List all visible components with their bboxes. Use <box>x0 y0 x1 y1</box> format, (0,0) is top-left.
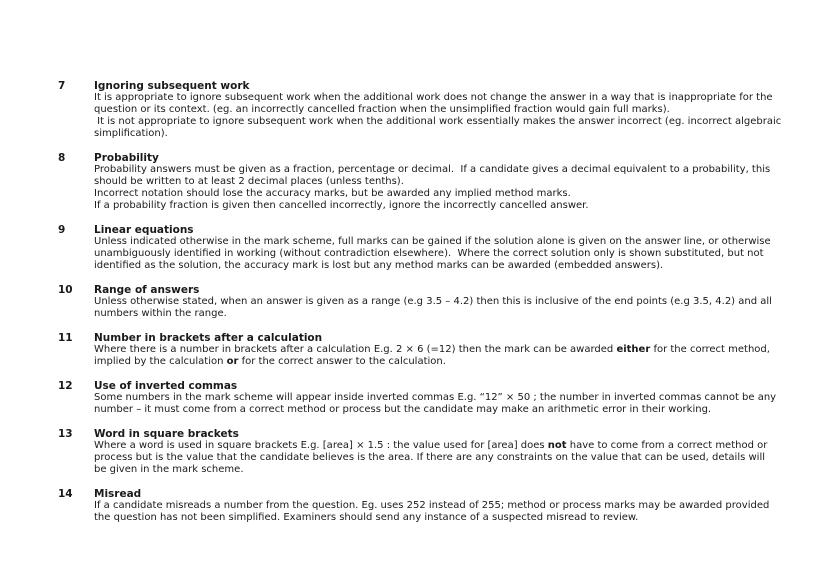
rule-line <box>94 344 774 356</box>
rule-number: 8 <box>58 152 66 164</box>
rule-text: implied by the calculation <box>94 356 227 367</box>
rule-line: the question has not been simplified. Examiners should send any instance of a suspected misread to review. <box>94 512 639 523</box>
rule-line <box>94 440 774 452</box>
rule-body <box>94 236 774 272</box>
rule-line <box>94 356 774 368</box>
rule-line: should be written to at least 2 decimal places (unless tenths). <box>94 176 404 187</box>
rule-line: Unless indicated otherwise in the mark scheme, full marks can be gained if the solution alone is given on the answer line, or otherwise <box>94 236 771 247</box>
rule-title: Linear equations <box>94 224 194 236</box>
rule-body <box>94 392 777 416</box>
rule-line: simplification). <box>94 128 168 139</box>
rule-title: Number in brackets after a calculation <box>94 332 323 344</box>
rule-body <box>94 344 774 368</box>
rule-line: identified as the solution, the accuracy mark is lost but any method marks can be awarded (embedded answers). <box>94 260 664 271</box>
rule-number: 7 <box>58 80 66 92</box>
rule-text: Where a word is used in square brackets E.g. [area] × 1.5 : the value used for [area] does <box>94 440 548 451</box>
rule-title: Misread <box>94 488 142 500</box>
rule-body <box>94 164 774 212</box>
rule-title: Use of inverted commas <box>94 380 238 392</box>
rule-body <box>94 92 782 140</box>
rule-text: Where there is a number in brackets after a calculation E.g. 2 × 6 (=12) then the mark can be awarded <box>94 344 617 355</box>
rule-line: Incorrect notation should lose the accuracy marks, but be awarded any implied method marks. <box>94 188 571 199</box>
rule-title: Word in square brackets <box>94 428 239 440</box>
rule-line: It is not appropriate to ignore subsequent work when the additional work essentially makes the answer incorrect (eg. incorrect algebraic <box>94 116 782 127</box>
rule-title: Ignoring subsequent work <box>94 80 250 92</box>
rule-number: 12 <box>58 380 73 392</box>
rule-line: If a candidate misreads a number from the question. Eg. uses 252 instead of 255; method or process marks may be awarded provided <box>94 500 770 511</box>
rule-line: Unless otherwise stated, when an answer is given as a range (e.g 3.5 – 4.2) then this is inclusive of the end points (e.g 3.5, 4.2) and all <box>94 296 772 307</box>
rule-line: Probability answers must be given as a fraction, percentage or decimal. If a candidate gives a decimal equivalent to a probability, this <box>94 164 771 175</box>
emphasis-text: or <box>226 356 239 367</box>
rule-text: have to come from a correct method or <box>566 440 768 451</box>
rule-line: If a probability fraction is given then cancelled incorrectly, ignore the incorrectly cancelled answer. <box>94 200 589 211</box>
rule-number: 9 <box>58 224 66 236</box>
rule-line: numbers within the range. <box>94 308 227 319</box>
rule-title: Probability <box>94 152 159 164</box>
rule-title: Range of answers <box>94 284 200 296</box>
rule-number: 11 <box>58 332 73 344</box>
rule-body <box>94 500 774 524</box>
rule-line: Some numbers in the mark scheme will appear inside inverted commas E.g. “12” × 50 ; the number in inverted commas cannot be any <box>94 392 777 403</box>
rule-line: process but is the value that the candidate believes is the area. If there are any constraints on the value that can be used, details will <box>94 452 766 463</box>
emphasis-text: either <box>616 344 651 355</box>
rule-text: for the correct method, <box>650 344 770 355</box>
rule-number: 10 <box>58 284 73 296</box>
rule-line: number – it must come from a correct method or process but the candidate may make an arithmetic error in their working. <box>94 404 712 415</box>
rule-body <box>94 440 774 476</box>
rule-line: unambiguously identified in working (without contradiction elsewhere). Where the correct solution only is shown substituted, but not <box>94 248 764 259</box>
rule-line: It is appropriate to ignore subsequent work when the additional work does not change the answer in a way that is inappropriate for the <box>94 92 773 103</box>
rule-text: for the correct answer to the calculation. <box>238 356 446 367</box>
rule-line: question or its context. (eg. an incorrectly cancelled fraction when the unsimplified fraction would gain full marks). <box>94 104 670 115</box>
rule-number: 14 <box>58 488 73 500</box>
emphasis-text: not <box>547 440 567 451</box>
rule-number: 13 <box>58 428 73 440</box>
rule-line: be given in the mark scheme. <box>94 464 244 475</box>
rule-body <box>94 296 774 320</box>
